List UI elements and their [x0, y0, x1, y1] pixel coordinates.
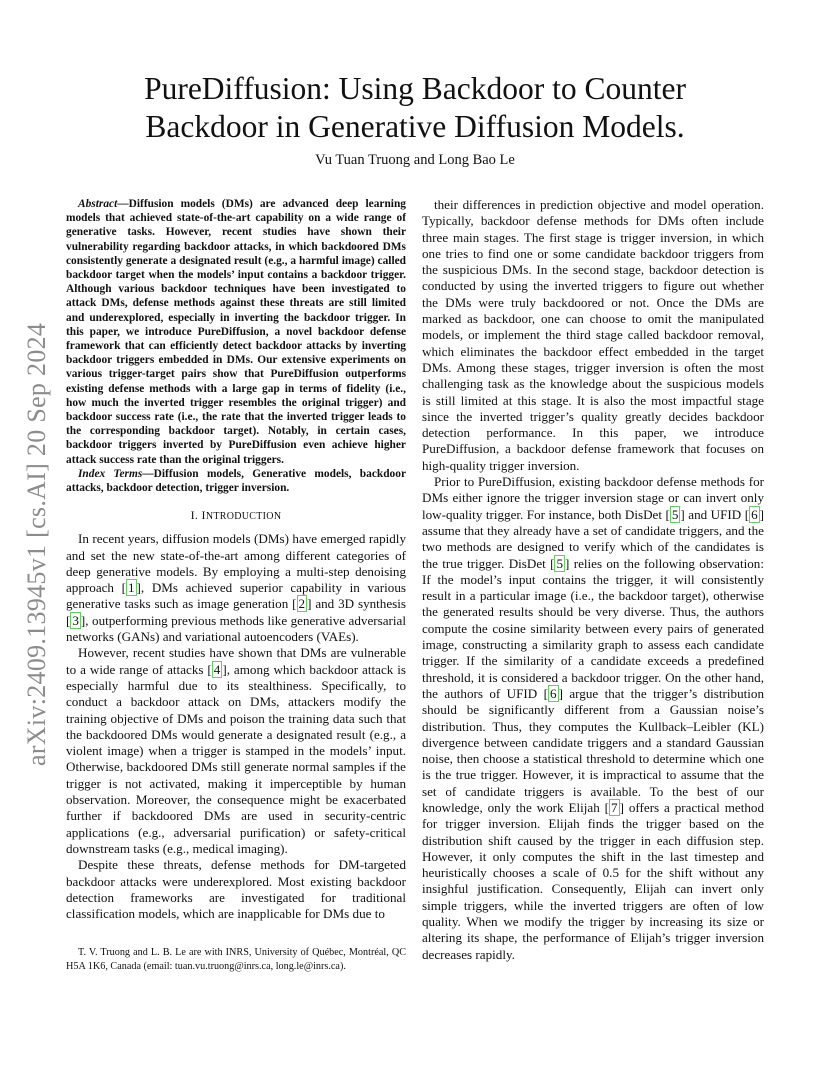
body-text: assume that they already have a set of candidate triggers, and the two methods are designed to verify which of the candidates is the true trigger. DisDet — [422, 522, 764, 571]
arxiv-identifier-stamp[interactable]: arXiv:2409.13945v1 [cs.AI] 20 Sep 2024 — [22, 322, 51, 766]
body-text: their differences in prediction objective and model operation. Typically, backdoor defense methods for DMs often include three main stages. The first stage is trigger inversion, in which one tries to find one or some candidate backdoor triggers from the suspicious DMs. In the second stage, backdoor detection is conducted by using the inverted triggers to figure out whether the DMs were truly backdoored or not. Once the DMs are marked as backdoor, one can choose to omit the manipulated models, or implement the third stage called backdoor removal, which eliminates the backdoor effect embedded in the target DMs. Among these stages, trigger inversion is often the most challenging task as the knowledge about the suspicious models is still limited at this stage. It is also the most impactful stage since the inverted trigger’s quality greatly decides backdoor detection performance. In this paper, we introduce PureDiffusion, a backdoor defense framework that focuses on high-quality trigger inversion. — [422, 197, 764, 473]
abstract-text: —Diffusion models (DMs) are advanced deep learning models that achieved state-of-the-art capability on a wide range of generative tasks. However, recent studies have shown their vulnerability regarding backdoor attacks, in which backdoored DMs consistently generate a designated result (e.g., a harmful image) called backdoor target when the models’ input contains a backdoor trigger. Although various backdoor techniques have been investigated to attack DMs, defense methods against these threats are still limited and underexplored, especially in inverting the backdoor trigger. In this paper, we introduce PureDiffusion, a novel backdoor defense framework that can efficiently detect backdoor attacks by inverting backdoor triggers embedded in DMs. Our extensive experiments on various trigger-target pairs show that PureDiffusion outperforms existing defense methods with a large gap in terms of fidelity (i.e., how much the inverted trigger resembles the original trigger) and backdoor success rate (i.e., the rate that the inverted trigger leads to the corresponding backdoor target). Notably, in certain cases, backdoor triggers inverted by PureDiffusion even achieve higher attack success rate than the original triggers. — [66, 198, 406, 466]
index-terms-text: —Diffusion models, Generative models, backdoor attacks, backdoor detection, trigger inversion. — [66, 467, 406, 495]
index-terms — [66, 467, 406, 495]
citation-link[interactable]: 5 — [556, 555, 564, 571]
body-text: Prior to PureDiffusion, existing backdoor defense methods for DMs either ignore the trigger inversion stage or can invert only low-quality trigger. For instance, both DisDet — [422, 474, 764, 522]
abstract-lead: Abstract — [78, 198, 118, 210]
left-column — [66, 197, 406, 922]
author-list: Vu Tuan Truong and Long Bao Le — [315, 152, 515, 168]
paper-title: PureDiffusion: Using Backdoor to Counter Backdoor in Generative Diffusion Models. — [144, 71, 686, 144]
citation-link[interactable]: 2 — [298, 596, 306, 612]
index-terms-lead: Index Terms — [78, 467, 143, 480]
citation-link[interactable]: 1 — [128, 580, 135, 596]
citation-link[interactable]: 6 — [550, 685, 557, 701]
body-text: However, recent studies have shown that DMs are vulnerable to a wide range of attacks — [66, 645, 406, 677]
body-paragraph: In recent years, diffusion models (DMs) have emerged rapidly and set the new state-of-the-art among different categories of deep generative models. By employing a multi-step denoising approach [ 1 ], DMs achieved superior capability in various generative tasks such as image generation [ 2 ] and 3D synthesis [ 3 ], outperforming previous methods like generative adversarial networks (GANs) and variational autoencoders (VAEs). — [66, 531, 406, 645]
citation-link[interactable]: 6 — [751, 506, 758, 522]
citation-link[interactable]: 4 — [213, 661, 221, 677]
body-text: offers a practical method for trigger inversion. Elijah finds the trigger based on the distribution shift caused by the trigger in each diffusion step. However, it only computes the shift in the last timestep and heuristically chooses a scale of 0.5 for the shift without any insighful justification. Consequently, Elijah can invert only simple triggers, while the inverted triggers are often of low quality. When we modify the trigger by increasing its size or altering its shape, the performance of Elijah’s trigger inversion decreases rapidly. — [422, 799, 764, 962]
author-affiliation-footnote: T. V. Truong and L. B. Le are with INRS, University of Québec, Montréal, QC H5A 1K6, Canada (email: tuan.vu.truong@inrs.ca, long.le@inrs.ca). — [66, 947, 406, 972]
body-text: and UFID — [684, 506, 745, 522]
body-text: , outperforming previous methods like generative adversarial networks (GANs) and variational autoencoders (VAEs). — [66, 612, 406, 645]
body-text: , DMs achieved superior capability in various generative tasks such as image generation — [66, 580, 406, 612]
body-text: , among which backdoor attack is especially harmful due to its stealthiness. Specifically, to conduct a backdoor attack on DMs, attackers modify the training objective of DMs and poison the training data such that the backdoored DMs would generate a designated result (e.g., a violent image) when a trigger is stamped in the models’ input. Otherwise, backdoored DMs still generate normal samples if the trigger is not activated, making it imperceptible by human observation. Moreover, the consequence might be exacerbated further if backdoored DMs are used in security-centric applications (e.g., adversarial purification) or safety-critical downstream tasks (e.g., medical imaging). — [66, 661, 406, 856]
citation-link[interactable]: 7 — [611, 799, 618, 815]
body-paragraph: However, recent studies have shown that DMs are vulnerable to a wide range of attacks [ 4 ], among which backdoor attack is especially harmful due to its stealthiness. Specifically, to conduct a backdoor attack on DMs, attackers modify the training objective of DMs and poison the training data such that the backdoored DMs would generate a designated result (e.g., a violent image) when a trigger is stamped in the models’ input. Otherwise, backdoored DMs still generate normal samples if the trigger is not activated, making it imperceptible by human observation. Moreover, the consequence might be exacerbated further if backdoored DMs are used in security-centric applications (e.g., adversarial purification) or safety-critical downstream tasks (e.g., medical imaging). — [66, 645, 406, 856]
right-column — [422, 197, 764, 963]
body-text: Despite these threats, defense methods for DM-targeted backdoor attacks were underexplored. Most existing backdoor detection frameworks are investigated for traditional classification models, which are inapplicable for DMs due to — [66, 857, 406, 922]
body-paragraph — [66, 857, 406, 922]
body-text: relies on the following observation: If the model’s input contains the trigger, it will consistently result in a particular image (i.e., the backdoor target), otherwise the generated results should be very diverse. Thus, the authors compute the cosine similarity between every pairs of generated image, constructing a similarity graph to assess each candidate trigger. If the similarity of a candidate exceeds a predefined threshold, it is considered a backdoor trigger. On the other hand, the authors of UFID — [422, 555, 764, 701]
body-text: and 3D synthesis — [311, 596, 406, 612]
body-paragraph — [422, 197, 764, 474]
citation-link[interactable]: 3 — [72, 612, 79, 628]
body-paragraph: Prior to PureDiffusion, existing backdoor defense methods for DMs either ignore the trigger inversion stage or can invert only low-quality trigger. For instance, both DisDet [ 5 ] and UFID [ 6 ] assume that they already have a set of candidate triggers, and the two methods are designed to verify which of the candidates is the true trigger. DisDet [ 5 ] relies on the following observation: If the model’s input contains the trigger, it will consistently result in a particular image (i.e., the backdoor target), otherwise the generated results should be very diverse. Thus, the authors compute the cosine similarity between every pairs of generated image, constructing a similarity graph to assess each candidate trigger. If the similarity of a candidate exceeds a predefined threshold, it is considered a backdoor trigger. On the other hand, the authors of UFID [ 6 ] argue that the trigger’s distribution should be significantly different from a Gaussian noise’s distribution. Thus, they computes the Kullback–Leibler (KL) divergence between candidate triggers and a standard Gaussian noise, then choose a statistical threshold to determine which one is the true trigger. However, it is impractical to assume that the set of candidate triggers is available. To the best of our knowledge, only the work Elijah [ 7 ] offers a practical method for trigger inversion. Elijah finds the trigger based on the distribution shift caused by the trigger in each diffusion step. However, it only computes the shift in the last timestep and heuristically chooses a scale of 0.5 for the shift without any insighful justification. Consequently, Elijah can invert only simple triggers, while the inverted triggers are often of low quality. When we modify the trigger by increasing its size or altering its shape, the performance of Elijah’s trigger inversion decreases rapidly. — [422, 474, 764, 962]
body-text: In recent years, diffusion models (DMs) have emerged rapidly and set the new state-of-the-art among different categories of deep generative models. By employing a multi-step denoising approach — [66, 531, 406, 596]
abstract — [66, 197, 406, 467]
body-text: argue that the trigger’s distribution should be significantly different from a Gaussian noise’s distribution. Thus, they computes the Kullback–Leibler (KL) divergence between candidate triggers and a standard Gaussian noise, then choose a statistical threshold to determine which one is the true trigger. However, it is impractical to assume that the set of candidate triggers is available. To the best of our knowledge, only the work Elijah — [422, 685, 764, 815]
citation-link[interactable]: 5 — [671, 506, 679, 522]
introduction-body — [66, 531, 406, 922]
section-heading-introduction: I. INTRODUCTION — [190, 508, 282, 523]
